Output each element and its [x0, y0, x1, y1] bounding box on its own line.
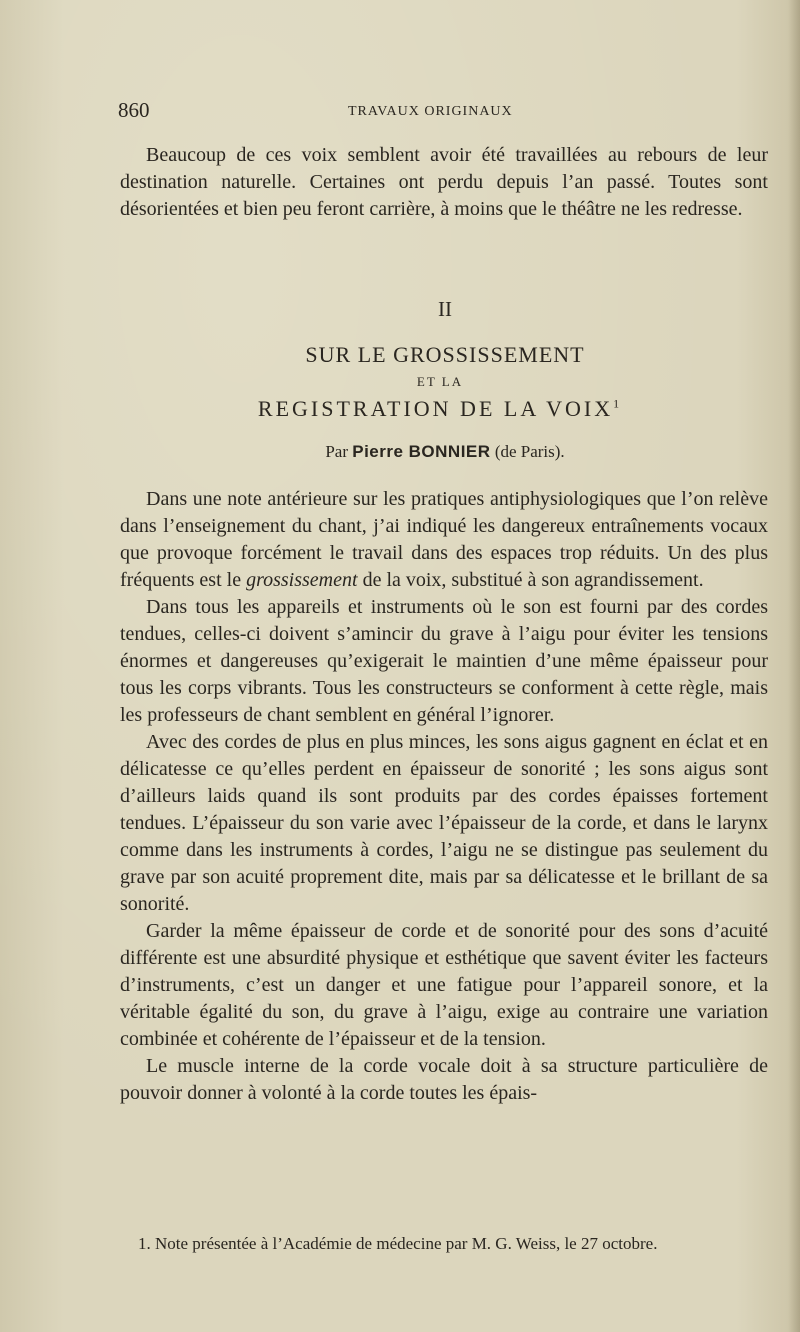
body-paragraph [120, 486, 768, 594]
body-paragraph [120, 729, 768, 918]
article-title-line1: SUR LE GROSSISSEMENT [305, 342, 585, 367]
page-edge-shadow [788, 0, 800, 1332]
body-paragraph [120, 594, 768, 729]
page-number: 860 [118, 98, 150, 122]
footnote-text: 1. Note présentée à l’Académie de médecine par M. G. Weiss, le 27 octobre. [138, 1234, 658, 1253]
body-paragraph-text: Avec des cordes de plus en plus minces, les sons aigus gagnent en éclat et en délicatesse ce qu’elles perdent en épaisseur de sonorité ; les sons aigus sont d’ailleurs laids quand ils sont produits par des cordes épaisses fortement tendues. L’épaisseur du son varie avec l’épaisseur de la corde, et dans le larynx comme dans les instruments à cordes, l’aigu ne se distingue pas seulement du grave par son acuité proprement dite, mais par sa délicatesse et le brillant de sa sonorité. [120, 731, 768, 915]
byline [0, 442, 800, 462]
body-paragraph-text: Dans tous les appareils et instruments où le son est fourni par des cordes tendues, celles-ci doivent s’amincir du grave à l’aigu pour éviter les tensions énormes et dangereuses qu’exigerait le maintien d’une même épaisseur pour tous les corps vibrants. Tous les constructeurs se conforment à cette règle, mais les professeurs de chant semblent en général l’ignorer. [120, 596, 768, 726]
running-title: TRAVAUX ORIGINAUX [348, 104, 513, 119]
byline-affiliation: (de Paris). [494, 442, 565, 461]
body-paragraph-text: de la voix, substitué à son agrandissement. [357, 569, 704, 591]
article-title-conjunction: ET LA [416, 374, 464, 389]
footnote [118, 1232, 768, 1255]
article-title-line2 [0, 396, 800, 422]
running-head [118, 98, 768, 128]
intro-paragraph: Beaucoup de ces voix semblent avoir été travaillées au rebours de leur destination naturelle. Certaines ont perdu depuis l’an passé. Toutes sont désorientées et bien peu feront carrière, à moins que le théâtre ne les redresse. [120, 144, 768, 220]
body-paragraph-text: Le muscle interne de la corde vocale doit à sa structure particulière de pouvoir donner à volonté à la corde toutes les épais- [120, 1055, 768, 1104]
body-paragraph-text: Garder la même épaisseur de corde et de sonorité pour des sons d’acuité différente est une absurdité physique et esthétique que savent éviter les facteurs d’instruments, c’est un danger et une fatigue pour l’appareil sonore, et la véritable égalité du son, du grave à l’aigu, exige au contraire une variation combinée et cohérente de l’épaisseur et de la tension. [120, 920, 768, 1050]
article-title-line2-text: REGISTRATION DE LA VOIX [257, 396, 614, 421]
footnote-marker: 1 [613, 396, 623, 411]
byline-prefix: Par [325, 442, 348, 461]
body-paragraph [120, 918, 768, 1053]
body-paragraph [120, 1053, 768, 1107]
article-body [120, 486, 768, 1107]
author-name: Pierre BONNIER [352, 442, 491, 461]
section-number: II [438, 297, 452, 321]
emphasized-term: grossissement [246, 569, 358, 591]
body-paragraph-text: Dans une note antérieure sur les pratiques antiphysiologiques que l’on relève dans l’enseignement du chant, j’ai indiqué les dangereux entraînements vocaux que provoque forcément le travail dans des espaces trop réduits. Un des plus fréquents est le [120, 488, 768, 591]
